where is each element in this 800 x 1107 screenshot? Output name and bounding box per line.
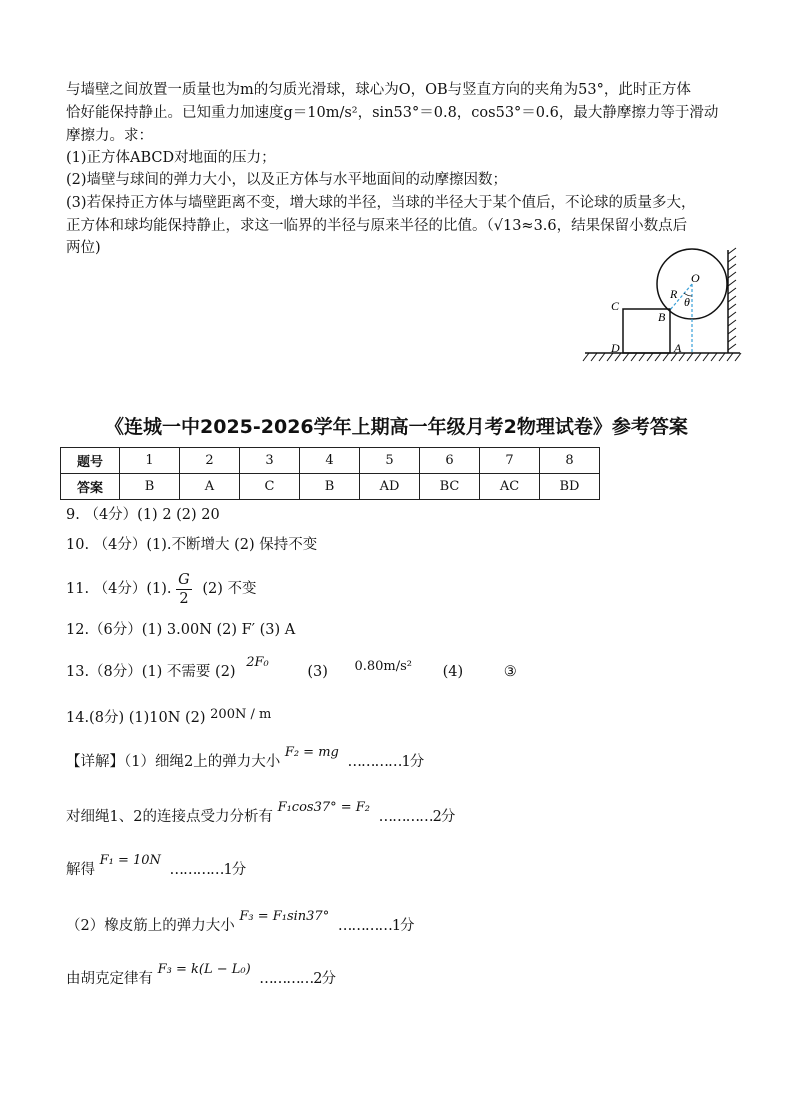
answer-10: 10. （4分）(1).不断增大 (2) 保持不变 <box>66 537 318 553</box>
table-cell: 4 <box>300 448 360 474</box>
problem-line-3: 摩擦力。求： <box>66 128 153 144</box>
answer-14-prefix: 14.(8分) (1)10N (2) <box>66 710 206 726</box>
solution-1-score: …………1分 <box>347 754 424 770</box>
solution-4-score: …………1分 <box>337 918 414 934</box>
solution-2-score: …………2分 <box>378 809 455 825</box>
label-d: D <box>611 341 620 355</box>
table-row-numbers <box>61 448 600 474</box>
answer-9: 9. （4分）(1) 2 (2) 20 <box>66 507 220 523</box>
table-cell: BD <box>540 474 600 500</box>
label-a: A <box>674 341 682 355</box>
fraction-g-over-2 <box>176 571 192 608</box>
solution-2-equation: F₁cos37° = F₂ <box>277 800 371 815</box>
question-3-cont: 正方体和球均能保持静止，求这一临界的半径与原来半径的比值。（√13≈3.6，结果保留小数点后 <box>66 218 688 234</box>
table-cell: C <box>240 474 300 500</box>
question-3-end: 两位) <box>66 240 101 256</box>
table-cell: 7 <box>480 448 540 474</box>
solution-line-3 <box>66 853 246 883</box>
solution-line-4 <box>66 909 414 939</box>
answer-table <box>60 447 600 500</box>
table-cell: AC <box>480 474 540 500</box>
wall-hatch <box>728 248 736 350</box>
label-b: B <box>658 310 666 324</box>
table-cell: B <box>300 474 360 500</box>
solution-1-equation: F₂ = mg <box>284 745 339 760</box>
answer-12: 12.（6分）(1) 3.00N (2) F′ (3) A <box>66 622 296 638</box>
fraction-numerator: G <box>178 571 190 588</box>
label-theta: θ <box>684 295 690 309</box>
answer-13-choice: ③ <box>503 664 517 680</box>
question-1: (1)正方体ABCD对地面的压力； <box>66 150 276 166</box>
table-cell: 3 <box>240 448 300 474</box>
question-2: (2)墙壁与球间的弹力大小，以及正方体与水平地面间的动摩擦因数； <box>66 172 508 188</box>
solution-3-score: …………1分 <box>169 862 246 878</box>
table-cell: 6 <box>420 448 480 474</box>
solution-line-5 <box>66 962 335 992</box>
fraction-denominator: 2 <box>179 590 189 607</box>
answer-13-force: 2F₀ <box>246 655 269 670</box>
solution-1-text: 【详解】（1）细绳2上的弹力大小 <box>66 754 281 770</box>
header-label: 题号 <box>61 448 120 474</box>
answer-13 <box>66 655 517 685</box>
table-cell: 5 <box>360 448 420 474</box>
answer-label: 答案 <box>61 474 120 500</box>
answer-13-part4: (4) <box>442 664 464 680</box>
solution-4-text: （2）橡皮筋上的弹力大小 <box>66 918 235 934</box>
label-r: R <box>670 287 678 301</box>
physics-figure <box>575 240 775 370</box>
table-cell: AD <box>360 474 420 500</box>
table-cell: 2 <box>180 448 240 474</box>
answer-14 <box>66 706 271 731</box>
solution-2-text: 对细绳1、2的连接点受力分析有 <box>66 809 273 825</box>
solution-3-equation: F₁ = 10N <box>99 853 161 868</box>
answer-11 <box>66 567 257 611</box>
label-c: C <box>611 299 620 313</box>
table-cell: A <box>180 474 240 500</box>
answer-13-acceleration: 0.80m/s² <box>354 659 413 674</box>
solution-5-text: 由胡克定律有 <box>66 971 153 987</box>
solution-line-1 <box>66 745 424 775</box>
ground-hatch <box>583 353 741 361</box>
answer-13-prefix: 13.（8分）(1) 不需要 (2) <box>66 664 236 680</box>
answer-title: 《连城一中2025-2026学年上期高一年级月考2物理试卷》参考答案 <box>105 416 688 438</box>
answer-13-part3: (3) <box>307 664 328 680</box>
solution-3-text: 解得 <box>66 862 95 878</box>
solution-4-equation: F₃ = F₁sin37° <box>239 909 330 924</box>
answer-14-k: 200N / m <box>210 707 272 722</box>
table-cell: 1 <box>120 448 180 474</box>
problem-line-2: 恰好能保持静止。已知重力加速度g＝10m/s²，sin53°＝0.8，cos53°＝0.6，最大静摩擦力等于滑动 <box>66 105 719 121</box>
table-cell: BC <box>420 474 480 500</box>
solution-5-score: …………2分 <box>259 971 335 987</box>
question-3: (3)若保持正方体与墙壁距离不变，增大球的半径，当球的半径大于某个值后，不论球的质量多大， <box>66 195 696 211</box>
solution-5-equation: F₃ = k(L − L₀) <box>157 962 251 977</box>
table-cell: B <box>120 474 180 500</box>
table-row-answers <box>61 474 600 500</box>
label-o: O <box>691 271 700 285</box>
solution-line-2 <box>66 800 455 830</box>
problem-line-1: 与墙壁之间放置一质量也为m的匀质光滑球，球心为O，OB与竖直方向的夹角为53°，此时正方体 <box>66 82 691 98</box>
table-cell: 8 <box>540 448 600 474</box>
answer-11-prefix: 11. （4分）(1). <box>66 581 172 597</box>
answer-11-suffix: (2) 不变 <box>202 581 257 597</box>
